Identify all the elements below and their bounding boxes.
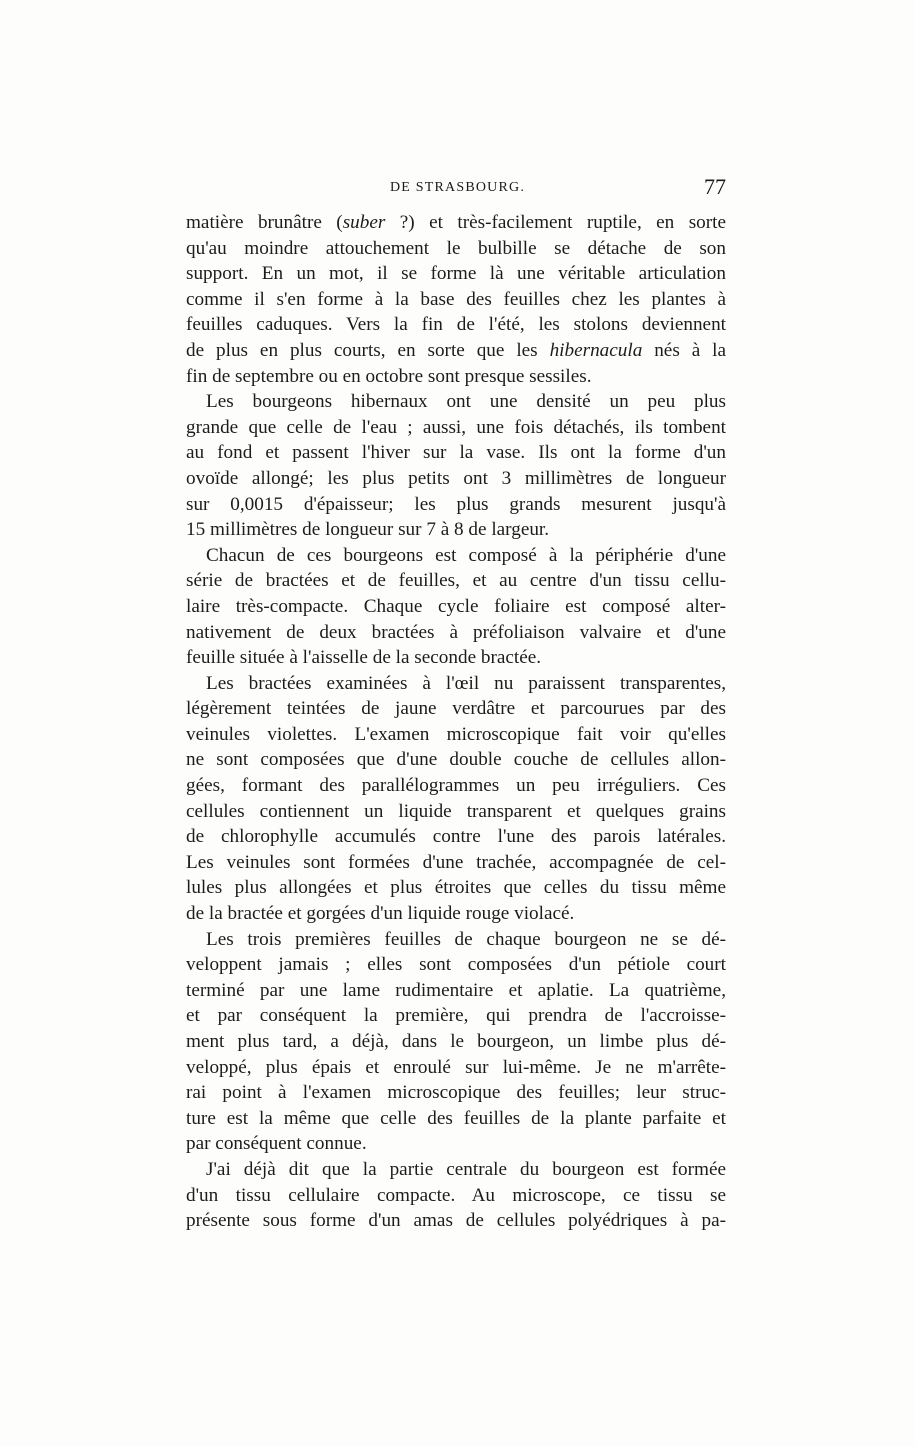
text-line: Les bractées examinées à l'œil nu paraissent transparentes, — [206, 672, 726, 694]
text-line: veloppé, plus épais et enroulé sur lui-même. Je ne m'arrête- — [186, 1056, 726, 1078]
text-line: J'ai déjà dit que la partie centrale du bourgeon est formée — [206, 1158, 726, 1180]
text-line: laire très-compacte. Chaque cycle foliaire est composé alter- — [186, 595, 726, 617]
text-line: gées, formant des parallélogrammes un peu irréguliers. Ces — [186, 775, 726, 797]
text-line: présente sous forme d'un amas de cellules polyédriques à pa- — [186, 1210, 726, 1232]
text-line: nativement de deux bractées à préfoliaison valvaire et d'une — [186, 621, 726, 643]
page-number: 77 — [704, 174, 726, 199]
text-line: Les trois premières feuilles de chaque bourgeon ne se dé- — [206, 928, 726, 950]
page-header — [186, 174, 726, 204]
text-line: comme il s'en forme à la base des feuilles chez les plantes à — [186, 288, 726, 310]
text-line: fin de septembre ou en octobre sont presque sessiles. — [186, 365, 592, 387]
text-line: ne sont composées que d'une double couche de cellules allon- — [186, 749, 726, 771]
paragraph — [186, 389, 726, 543]
text-line: veloppent jamais ; elles sont composées d'un pétiole court — [186, 954, 726, 976]
text-line: au fond et passent l'hiver sur la vase. Ils ont la forme d'un — [186, 442, 726, 464]
text-line: ovoïde allongé; les plus petits ont 3 millimètres de longueur — [186, 467, 726, 489]
paragraph — [186, 543, 726, 671]
text-line: Les veinules sont formées d'une trachée, accompagnée de cel- — [186, 851, 726, 873]
body-text — [186, 210, 726, 1234]
text-line: grande que celle de l'eau ; aussi, une fois détachés, ils tombent — [186, 416, 726, 438]
running-head: DE STRASBOURG. — [390, 180, 526, 195]
text-line: veinules violettes. L'examen microscopique fait voir qu'elles — [186, 723, 726, 745]
text-line: ment plus tard, a déjà, dans le bourgeon, un limbe plus dé- — [186, 1031, 726, 1052]
text-line: d'un tissu cellulaire compacte. Au microscope, ce tissu se — [186, 1184, 726, 1206]
text-line: légèrement teintées de jaune verdâtre et parcourues par des — [186, 698, 726, 720]
text-line: feuilles caduques. Vers la fin de l'été, les stolons deviennent — [186, 314, 726, 336]
text-line: 15 millimètres de longueur sur 7 à 8 de largeur. — [186, 519, 550, 541]
text-line: sur 0,0015 d'épaisseur; les plus grands mesurent jusqu'à — [186, 493, 726, 515]
text-line: matière brunâtre (suber ?) et très-facilement ruptile, en sorte — [186, 212, 727, 233]
text-line: terminé par une lame rudimentaire et aplatie. La quatrième, — [186, 979, 726, 1001]
text-line: rai point à l'examen microscopique des feuilles; leur struc- — [186, 1082, 726, 1104]
text-line: cellules contiennent un liquide transparent et quelques grains — [186, 800, 726, 822]
text-line: support. En un mot, il se forme là une véritable articulation — [186, 263, 726, 285]
text-line: de chlorophylle accumulés contre l'une des parois latérales. — [186, 826, 726, 848]
paragraph — [186, 927, 726, 1157]
text-line: ture est la même que celle des feuilles de la plante parfaite et — [186, 1107, 726, 1129]
paragraph — [186, 210, 726, 389]
text-line: de plus en plus courts, en sorte que les hibernacula nés à la — [186, 339, 726, 361]
text-line: de la bractée et gorgées d'un liquide rouge violacé. — [186, 903, 575, 925]
paragraph — [186, 1157, 726, 1234]
text-line: qu'au moindre attouchement le bulbille se détache de son — [186, 237, 726, 259]
text-line: Chacun de ces bourgeons est composé à la périphérie d'une — [206, 544, 726, 566]
paragraph — [186, 671, 726, 927]
text-line: par conséquent connue. — [186, 1133, 367, 1155]
text-line: Les bourgeons hibernaux ont une densité un peu plus — [206, 391, 726, 413]
text-line: et par conséquent la première, qui prendra de l'accroisse- — [186, 1005, 726, 1027]
text-line: lules plus allongées et plus étroites que celles du tissu même — [186, 877, 726, 899]
text-line: feuille située à l'aisselle de la seconde bractée. — [186, 647, 542, 669]
text-line: série de bractées et de feuilles, et au centre d'un tissu cellu- — [186, 570, 726, 592]
